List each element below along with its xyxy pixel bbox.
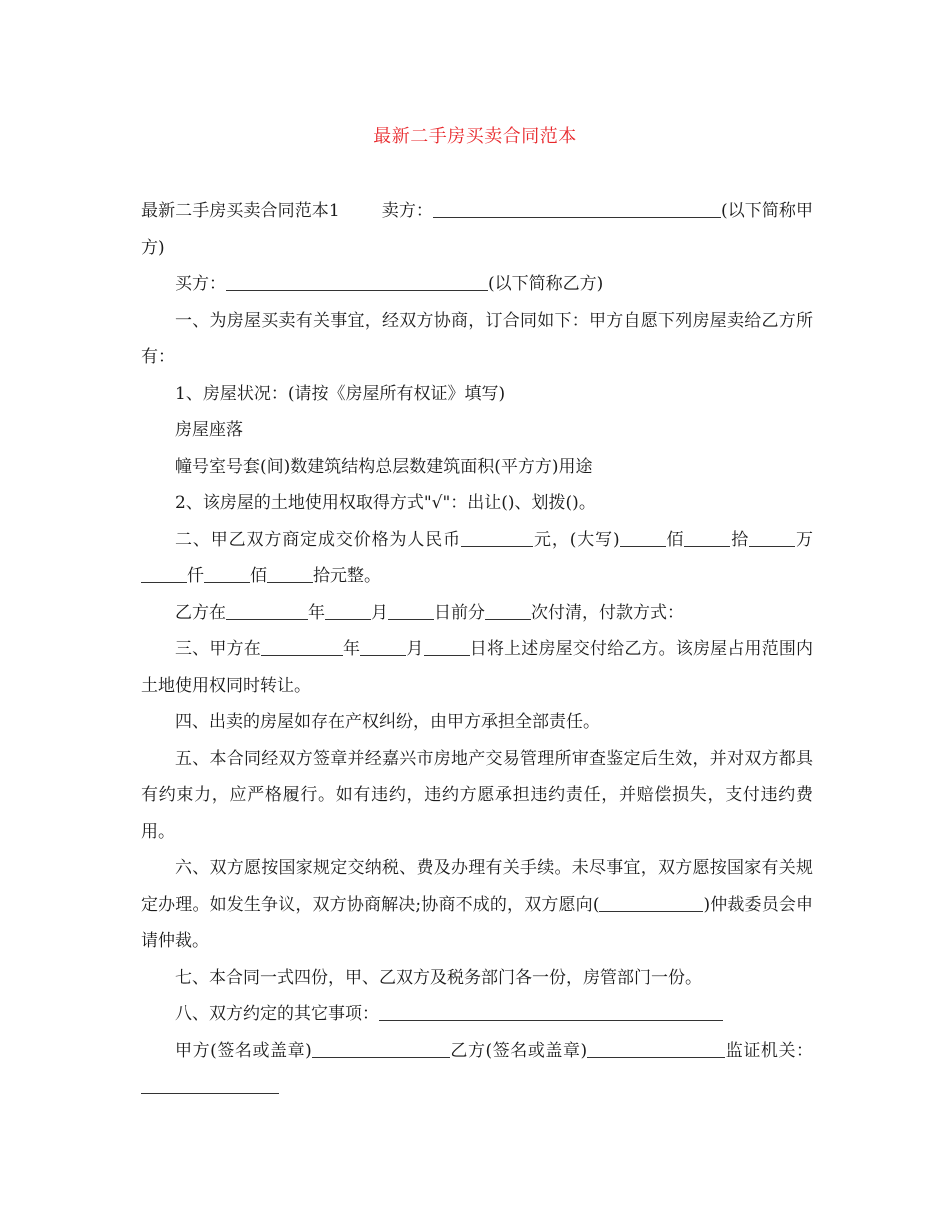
ten-thousand-blank [749, 528, 795, 547]
year-blank [226, 601, 308, 620]
paragraph-house-location: 房屋座落 [175, 420, 243, 440]
day-blank [388, 601, 434, 620]
paragraph-clause-7: 七、本合同一式四份，甲、乙双方及税务部门各一份，房管部门一份。 [175, 967, 702, 988]
price-blank [461, 528, 533, 547]
thousand-blank [141, 564, 187, 583]
delivery-month-blank [360, 637, 406, 656]
notary-blank [141, 1075, 279, 1094]
delivery-day-blank [424, 637, 470, 656]
paragraph-payment: 乙方在 年 月 日前分 次付清，付款方式： [175, 602, 684, 623]
delivery-year-blank [261, 637, 343, 656]
paragraph-house-details: 幢号室号套(间)数建筑结构总层数建筑面积(平方方)用途 [175, 456, 593, 477]
ten-blank [267, 564, 313, 583]
paragraph-clause-3: 三、甲方在 年 月 日将上述房屋交付给乙方。该房屋占用范围内土地使用权同时转让。 [141, 639, 814, 696]
installments-blank [485, 601, 531, 620]
seller-note: (以下简称甲方) [141, 201, 813, 258]
paragraph-land-use: 2、该房屋的土地使用权取得方式"√"：出让()、划拨()。 [175, 493, 596, 513]
paragraph-clause-6: 六、双方愿按国家规定交纳税、费及办理有关手续。未尽事宜，双方愿按国家有关规定办理。如发生争议，双方协商解决;协商不成的，双方愿向( )仲裁委员会申请仲裁。 [141, 858, 813, 951]
party-b-signature-blank [587, 1039, 725, 1058]
seller-label: 卖方： [381, 201, 433, 221]
tens-blank [684, 528, 730, 547]
paragraph-signatures: 甲方(签名或盖章) 乙方(签名或盖章) 监证机关： [141, 1033, 813, 1106]
other-terms-blank [379, 1002, 723, 1021]
seller-blank [433, 199, 721, 218]
paragraph-clause-2: 二、甲乙双方商定成交价格为人民币 元，(大写) 佰 拾 万仟 佰 拾元整。 [141, 522, 813, 595]
paragraph-clause-4: 四、出卖的房屋如存在产权纠纷，由甲方承担全部责任。 [175, 712, 600, 732]
arbitration-blank [599, 893, 703, 912]
paragraph-house-status: 1、房屋状况：(请按《房屋所有权证》填写) [175, 383, 506, 404]
paragraph-intro [141, 193, 813, 266]
hundred-blank [204, 564, 250, 583]
paragraph-clause-8: 八、双方约定的其它事项： [141, 996, 813, 1033]
buyer-blank [226, 272, 488, 291]
buyer-note: (以下简称乙方) [488, 274, 604, 294]
hundreds-blank [620, 528, 666, 547]
paragraph-buyer [141, 266, 813, 303]
paragraph-clause-1: 一、为房屋买卖有关事宜，经双方协商，订合同如下：甲方自愿下列房屋卖给乙方所有： [141, 310, 813, 367]
page-title: 最新二手房买卖合同范本 [373, 126, 577, 147]
paragraph-clause-5: 五、本合同经双方签章并经嘉兴市房地产交易管理所审查鉴定后生效，并对双方都具有约束力，应严格履行。如有违约，违约方愿承担违约责任，并赔偿损失，支付违约费用。 [141, 748, 813, 842]
contract-label: 最新二手房买卖合同范本1 [141, 201, 340, 221]
party-a-signature-blank [312, 1039, 450, 1058]
contract-body [141, 193, 813, 1106]
buyer-label: 买方： [175, 274, 226, 294]
month-blank [325, 601, 371, 620]
